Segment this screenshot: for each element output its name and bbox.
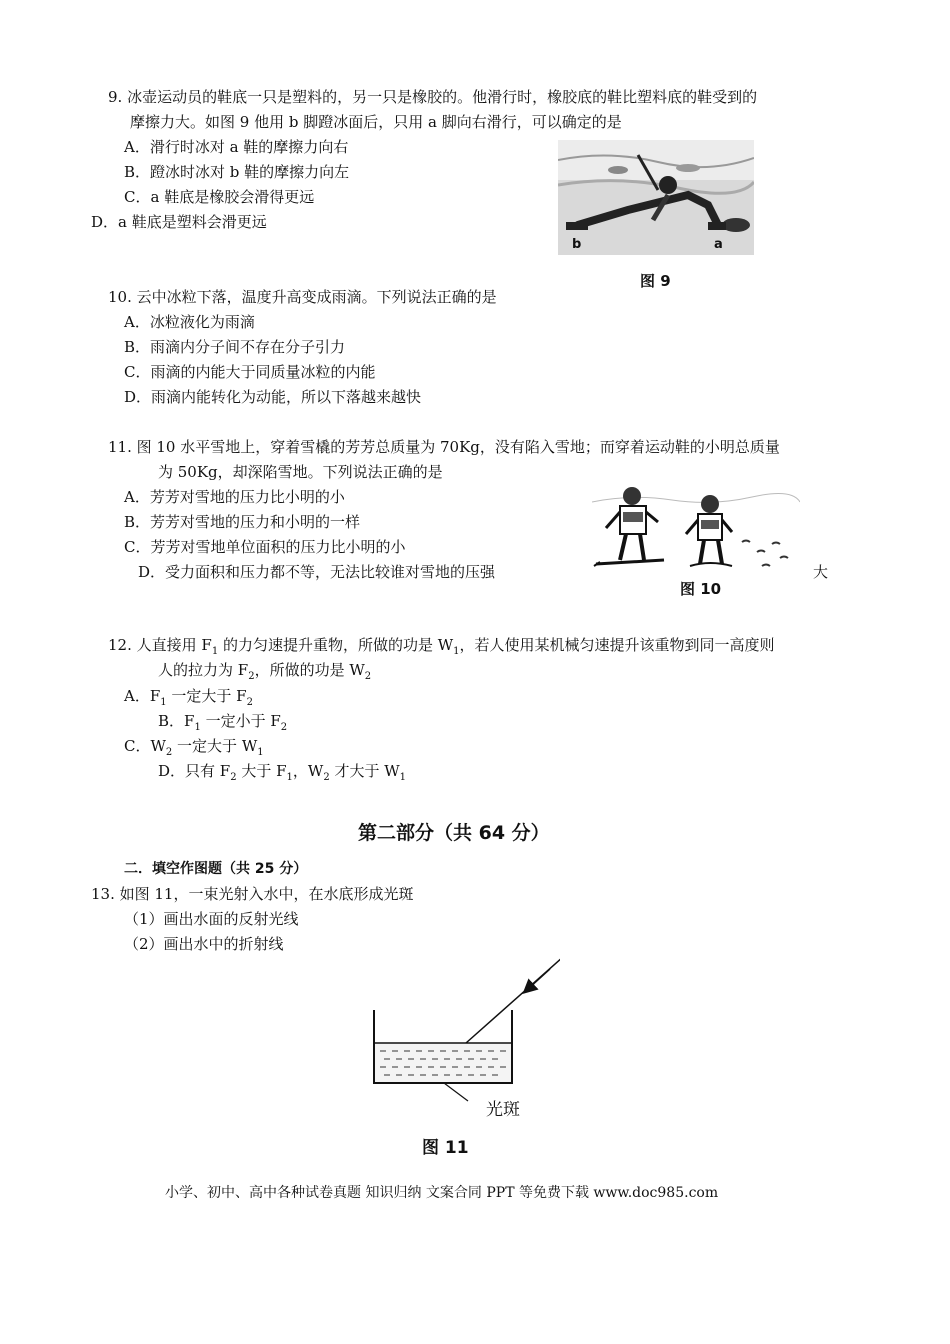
q11-option-a: A．芳芳对雪地的压力比小明的小 bbox=[124, 488, 345, 506]
footer-text: 小学、初中、高中各种试卷真题 知识归纳 文案合同 PPT 等免费下载 www.doc985.com bbox=[165, 1185, 719, 1201]
q12-stem-line1: 12. 人直接用 $F_1$ 的力匀速提升重物，所做的功是 $W_1$，若人使用某机械匀速提升该重物到同一高度则 bbox=[108, 636, 775, 657]
q12-option-c: C．$W_2$ 一定大于 $W_1$ bbox=[124, 737, 264, 758]
q11-option-d-tail: 大 bbox=[813, 563, 829, 581]
q11-stem-line2: 为 50Kg，却深陷雪地。下列说法正确的是 bbox=[158, 463, 443, 481]
q10-option-b: B．雨滴内分子间不存在分子引力 bbox=[124, 338, 346, 356]
q12-option-d: D．只有 $F_2$ 大于 $F_1$，$W_2$ 才大于 $W_1$ bbox=[158, 762, 407, 783]
figure-9-label-a: a bbox=[714, 237, 723, 252]
q12-stem-line2: 人的拉力为 $F_2$，所做的功是 $W_2$ bbox=[158, 661, 372, 682]
q10-option-d: D．雨滴内能转化为动能，所以下落越来越快 bbox=[124, 388, 422, 406]
q9-stem-line2: 摩擦力大。如图 9 他用 b 脚蹬冰面后，只用 a 脚向右滑行，可以确定的是 bbox=[130, 113, 622, 131]
figure-11-label-spot: 光斑 bbox=[486, 1100, 520, 1120]
q9-stem-line1: 9. 冰壶运动员的鞋底一只是塑料的，另一只是橡胶的。他滑行时，橡胶底的鞋比塑料底的鞋受到的 bbox=[108, 88, 758, 106]
figure-9-caption: 图 9 bbox=[640, 272, 671, 290]
q11-stem-line1: 11. 图 10 水平雪地上，穿着雪橇的芳芳总质量为 70Kg，没有陷入雪地；而穿着运动鞋的小明总质量 bbox=[108, 438, 780, 456]
q11-option-d: D．受力面积和压力都不等，无法比较谁对雪地的压强 bbox=[138, 563, 496, 581]
q12-option-b: B．$F_1$ 一定小于 $F_2$ bbox=[158, 712, 288, 733]
figure-10-caption: 图 10 bbox=[680, 580, 722, 598]
q13-sub1: （1）画出水面的反射光线 bbox=[124, 910, 299, 928]
q11-option-c: C．芳芳对雪地单位面积的压力比小明的小 bbox=[124, 538, 406, 556]
q9-option-a: A．滑行时冰对 a 鞋的摩擦力向右 bbox=[124, 138, 349, 156]
q13-stem: 13. 如图 11，一束光射入水中，在水底形成光斑 bbox=[91, 885, 414, 903]
figure-9-curling-photo bbox=[558, 140, 754, 255]
figure-11-water-tank bbox=[360, 955, 560, 1160]
q11-option-b: B．芳芳对雪地的压力和小明的一样 bbox=[124, 513, 361, 531]
q10-option-c: C．雨滴的内能大于同质量冰粒的内能 bbox=[124, 363, 376, 381]
q9-option-c: C．a 鞋底是橡胶会滑得更远 bbox=[124, 188, 315, 206]
figure-10-snow-illustration bbox=[592, 482, 800, 600]
part2-title: 第二部分（共 64 分） bbox=[358, 822, 550, 844]
q10-option-a: A．冰粒液化为雨滴 bbox=[124, 313, 255, 331]
q9-option-d: D．a 鞋底是塑料会滑更远 bbox=[91, 213, 267, 231]
q9-option-b: B．蹬冰时冰对 b 鞋的摩擦力向左 bbox=[124, 163, 350, 181]
figure-9-label-b: b bbox=[572, 237, 582, 252]
q13-sub2: （2）画出水中的折射线 bbox=[124, 935, 284, 953]
figure-11-caption: 图 11 bbox=[422, 1138, 469, 1158]
q10-stem: 10. 云中冰粒下落，温度升高变成雨滴。下列说法正确的是 bbox=[108, 288, 497, 306]
q12-option-a: A．$F_1$ 一定大于 $F_2$ bbox=[124, 687, 253, 708]
section-heading: 二．填空作图题（共 25 分） bbox=[124, 861, 308, 877]
